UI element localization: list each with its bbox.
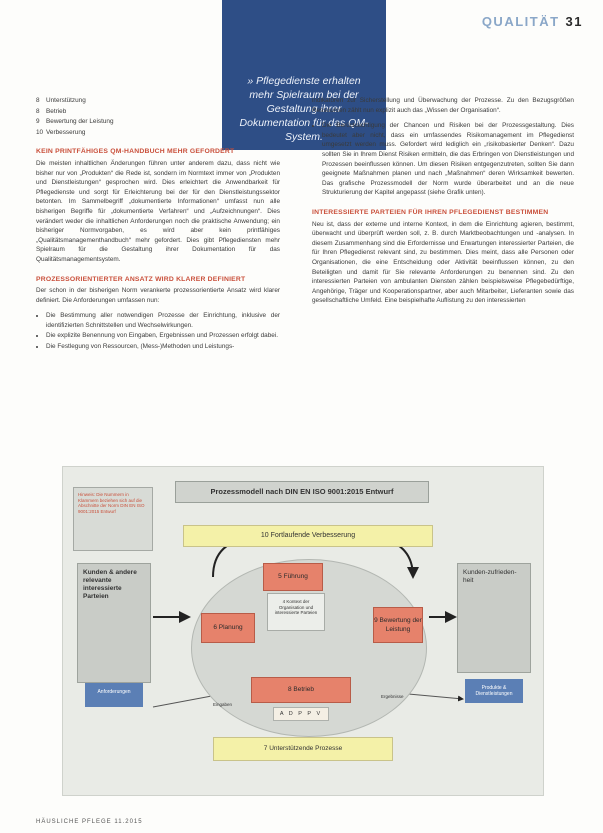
right-column — [312, 96, 574, 312]
pull-quote: » Pflegedienste erhalten mehr Spielraum bei der Gestaltung ihrer Dokumentation für das QM-System. — [222, 0, 386, 150]
bullet-list — [36, 311, 280, 351]
paragraph: indikatoren zur Sicherstellung und Überwachung der Prozesse. Zu den Bezugsgrößen Ressourcen zählt nun explizit auch das „Wissen der Organisation“. — [312, 97, 574, 114]
diagram-title: Prozessmodell nach DIN EN ISO 9001:2015 Entwurf — [175, 481, 429, 503]
paragraph: Der schon in der bisherigen Norm verankerte prozessorientierte Ansatz wird klarer definiert. Die Anforderungen umfassen nun: — [36, 287, 280, 304]
kontext-box: 4 Kontext der Organisation und interessierte Parteien — [267, 593, 325, 631]
planung-box: 6 Planung — [201, 613, 255, 643]
paragraph: Die meisten inhaltlichen Änderungen führen unter anderem dazu, dass nicht wie bisher nur von „Produkten“ die Rede ist, sondern im Normtext immer von „Produkten und Dienstleistungen“ gesprochen wird. Dies erleichtert die Anwendbarkeit für Pflegedienste und sorgt für Erleichterung bei der für den Dienstleistungssektor betonten. Im Sammelbegriff „dokumentierte Informationen“ umfasst nun alle bisherigen Begriffe für „dokumentierte Verfahren“ und „Aufzeichnungen“. Dies verändert weder die inhaltlichen Anforderungen noch die praktische Anwendung; ein bisheriger Normvorgaben, es wird aber kein printfähiges „Qualitätsmanagementhandbuch“ mehr gefordert. Dies gibt Pflegediensten mehr Spielraum für die Gestaltung ihrer Dokumentation für das Qualitätsmanagementsystem. — [36, 159, 280, 263]
betrieb-box: 8 Betrieb — [251, 677, 351, 703]
adppv-box: A D P P V — [273, 707, 329, 721]
bullet-list — [312, 121, 574, 198]
enum-item: 8 Betrieb — [36, 107, 67, 115]
bewertung-box: 9 Bewertung der Leistung — [373, 607, 423, 643]
bullet-item: • Die Bestimmung aller notwendigen Prozesse der Einrichtung, inklusive der identifizierten Schnittstellen und Wechselwirkungen. — [46, 311, 280, 330]
bullet-item: • Die Berücksichtigung der Chancen und Risiken bei der Prozessgestaltung. Dies bedeutet aber nicht, dass ein umfassendes Risikomanagement im Pflegedienst umgesetzt werden muss. Gefordert wird lediglich ein „risikobasierter Denken“. Dazu sollten Sie in Ihrem Dienst Risiken ermitteln, die das Erbringen von Dienstleistungen und Prozessen beeinflussen können. Um diesen Risiken entgegenzutreten, sollten Sie dann geeignete Maßnahmen planen und nach „Maßnahmen“ deren Wirksamkeit bewerten. Das grafische Prozessmodell der Norm wurde überarbeitet und an die neue Strukturierung der Kapitel angepasst (siehe Grafik unten). — [322, 121, 574, 198]
page-footer: HÄUSLICHE PFLEGE 11.2015 — [36, 819, 143, 825]
ergebnisse-label: Ergebnisse — [381, 694, 404, 699]
enum-item: 9 Bewertung der Leistung — [36, 118, 114, 126]
paragraph: Neu ist, dass der externe und interne Kontext, in dem die Einrichtung agieren, bestimmt, überwacht und überprüft werden soll, z. B. durch Marktbeobachtungen und -analysen. In diesem Zusammenhang sind die Erfordernisse und Erwartungen interessierter Parteien, die für Ihren Pflegedienst relevant sind, zu bestimmen. Dies meint, dass alle Personen oder Organisationen, die eine Entscheidung oder Aktivität beeinflussen können, zu den Beteiligten und damit für Sie relevante Anforderungen zu benennen sind. Zu den interessierten Parteien von ambulanten Diensten zählen beispielsweise Pflegebedürftige, Angehörige, Träger und Kooperationspartner, aber auch Mitarbeiter, Lieferanten sowie das gesellschaftliche Umfeld. Eine beispielhafte Auflistung zu den interessierten — [312, 220, 574, 305]
enum-item: 10 Verbesserung — [36, 128, 86, 136]
section-title: QUALITÄT — [481, 14, 560, 29]
fuehrung-box: 5 Führung — [263, 563, 323, 591]
process-model-figure — [62, 466, 544, 796]
page-number: 31 — [565, 14, 583, 29]
ergebnisse-box: Produkte & Dienstleistungen — [465, 679, 523, 703]
bullet-item: • Die explizite Benennung von Eingaben, Ergebnissen und Prozessen erfolgt dabei. — [46, 331, 280, 341]
heading-prozess: PROZESSORIENTIERTER ANSATZ WIRD KLARER DEFINIERT — [36, 275, 246, 283]
kundenzufriedenheit-box: Kunden-zufrieden-heit — [457, 563, 531, 673]
kunden-parteien-box: Kunden & andere relevante interessierte Parteien — [77, 563, 151, 683]
diagram-note: Hinweis: Die Nummern in Klammern beziehen sich auf die Abschnitte der Norm DIN EN ISO 9001:2015 Entwurf — [73, 487, 153, 551]
unterstuetzung-box: 7 Unterstützende Prozesse — [213, 737, 393, 761]
anforderungen-box: Anforderungen — [85, 683, 143, 707]
enum-item: 8 Unterstützung — [36, 97, 86, 104]
left-column — [36, 96, 280, 353]
heading-parteien: INTERESSIERTE PARTEIEN FÜR IHREN PFLEGEDIENST BESTIMMEN — [312, 208, 549, 216]
bullet-item: • Die Festlegung von Ressourcen, (Mess-)Methoden und Leistungs- — [46, 342, 280, 352]
verbesserung-box: 10 Fortlaufende Verbesserung — [183, 525, 433, 547]
heading-qm-handbuch: KEIN PRINTFÄHIGES QM-HANDBUCH MEHR GEFORDERT — [36, 148, 235, 156]
section-header — [482, 14, 583, 29]
eingaben-label: Eingaben — [213, 702, 233, 707]
enum-list — [36, 96, 280, 137]
